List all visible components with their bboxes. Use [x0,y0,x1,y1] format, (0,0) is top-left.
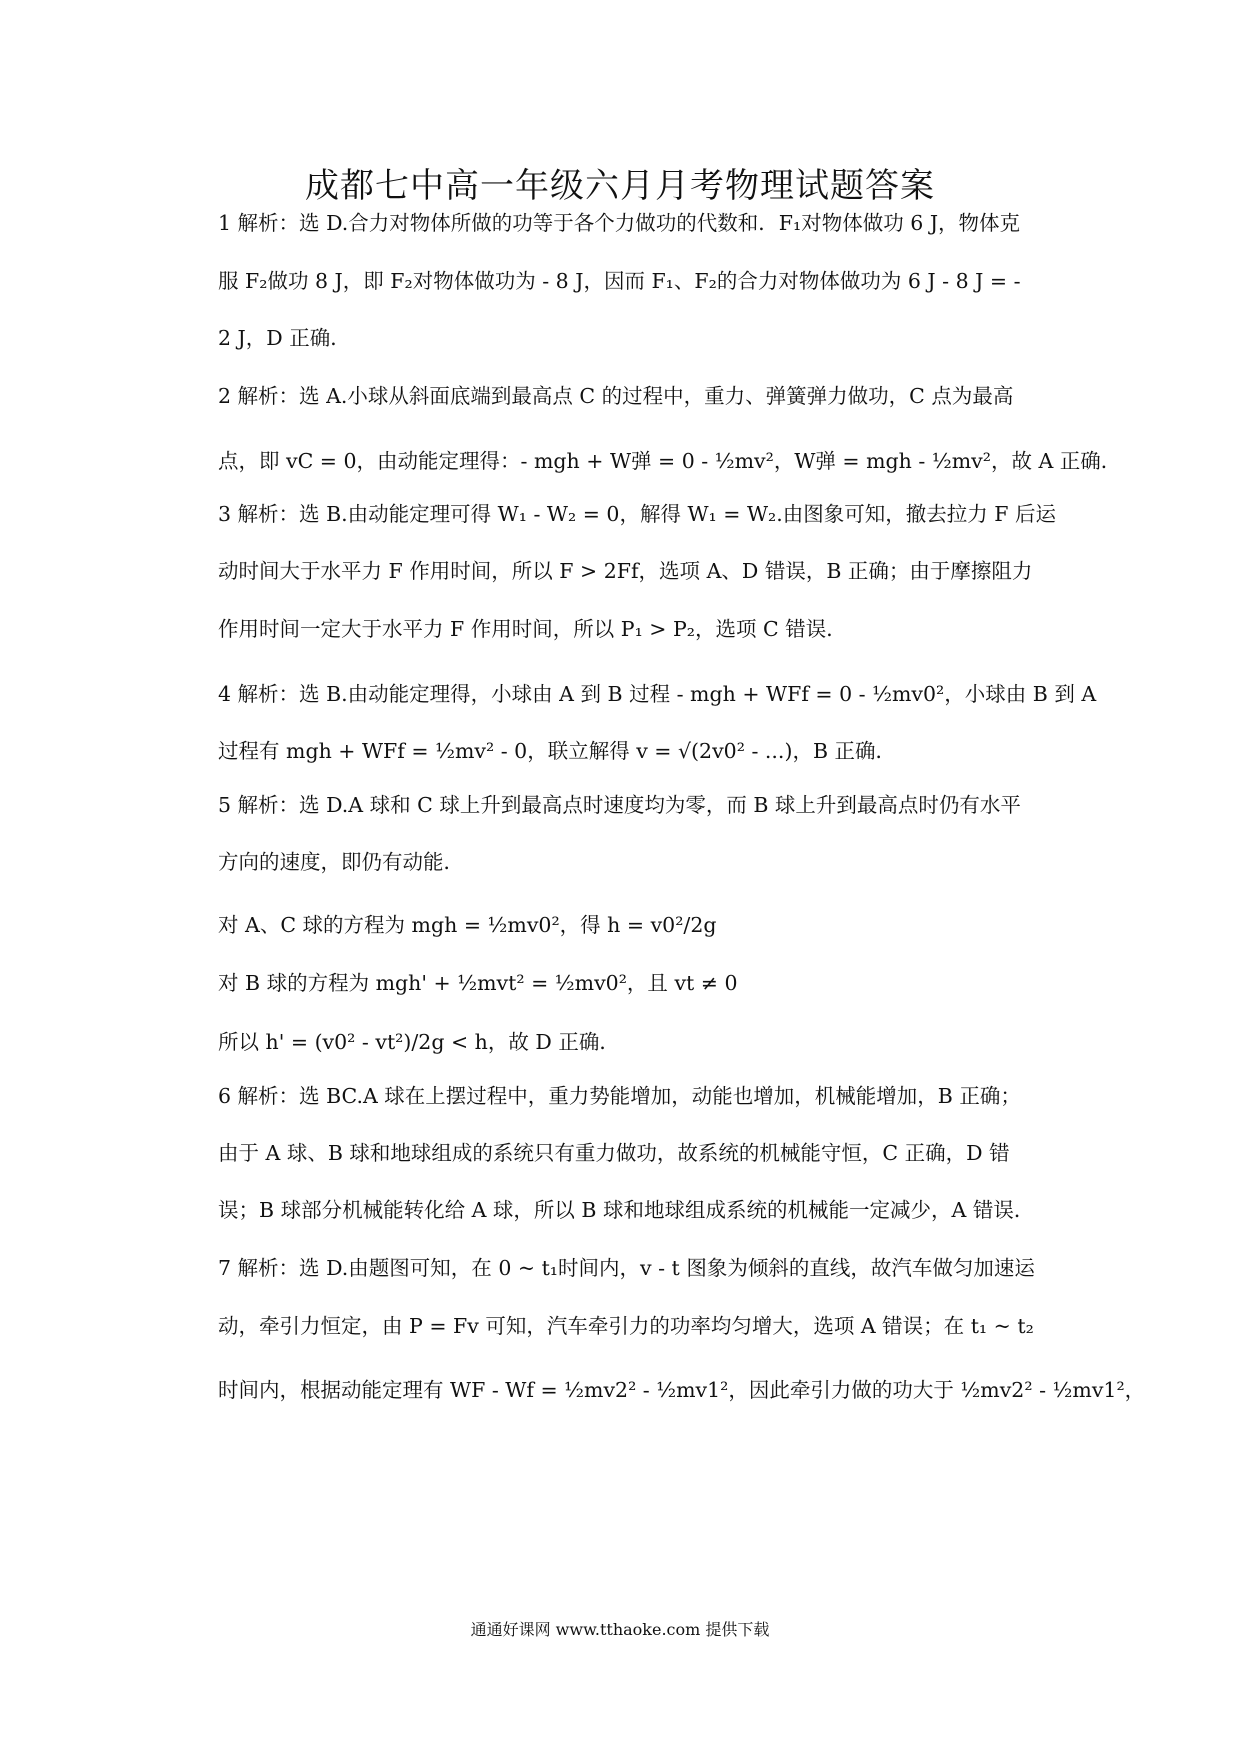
text-line: 动，牵引力恒定，由 P = Fv 可知，汽车牵引力的功率均匀增大，选项 A 错误；在 t₁ ~ t₂ [218,1314,1034,1338]
footer-text: 通通好课网 www.tthaoke.com 提供下载 [470,1620,770,1639]
text-line: 对 B 球的方程为 mgh' + ½mvt² = ½mv0²，且 vt ≠ 0 [218,971,738,995]
text-line: 动时间大于水平力 F 作用时间，所以 F > 2Ff，选项 A、D 错误，B 正确；由于摩擦阻力 [218,559,1033,583]
text-line: 作用时间一定大于水平力 F 作用时间，所以 P₁ > P₂，选项 C 错误． [218,617,847,641]
text-line: 服 F₂做功 8 J，即 F₂对物体做功为 - 8 J，因而 F₁、F₂的合力对物体做功为 6 J - 8 J = - [218,269,1021,293]
text-line: 2 解析：选 A.小球从斜面底端到最高点 C 的过程中，重力、弹簧弹力做功，C 点为最高 [218,384,1014,408]
text-line: 过程有 mgh + WFf = ½mv² - 0，联立解得 v = √(2v0² - ...)，B 正确． [218,739,897,763]
text-line: 4 解析：选 B.由动能定理得，小球由 A 到 B 过程 - mgh + WFf = 0 - ½mv0²，小球由 B 到 A [218,682,1097,706]
text-line: 6 解析：选 BC.A 球在上摆过程中，重力势能增加，动能也增加，机械能增加，B 正确； [218,1084,1021,1108]
text-line: 3 解析：选 B.由动能定理可得 W₁ - W₂ = 0，解得 W₁ = W₂.由图象可知，撤去拉力 F 后运 [218,502,1057,526]
text-line: 方向的速度，即仍有动能． [218,850,464,874]
text-line: 所以 h' = (v0² - vt²)/2g < h，故 D 正确． [218,1030,620,1054]
text-line: 1 解析：选 D.合力对物体所做的功等于各个力做功的代数和．F₁对物体做功 6 J，物体克 [218,211,1021,235]
text-line: 2 J，D 正确． [218,326,351,350]
text-line: 误；B 球部分机械能转化给 A 球，所以 B 球和地球组成系统的机械能一定减少，A 错误． [218,1198,1035,1222]
page-title: 成都七中高一年级六月月考物理试题答案 [305,166,935,206]
text-line: 7 解析：选 D.由题图可知，在 0 ~ t₁时间内，v - t 图象为倾斜的直线，故汽车做匀加速运 [218,1256,1035,1280]
text-line: 点，即 vC = 0，由动能定理得：- mgh + W弹 = 0 - ½mv²，W弹 = mgh - ½mv²，故 A 正确． [218,449,1122,473]
text-line: 对 A、C 球的方程为 mgh = ½mv0²，得 h = v0²/2g [218,913,717,937]
text-line: 时间内，根据动能定理有 WF - Wf = ½mv2² - ½mv1²，因此牵引力做的功大于 ½mv2² - ½mv1²， [218,1378,1146,1402]
text-line: 5 解析：选 D.A 球和 C 球上升到最高点时速度均为零，而 B 球上升到最高点时仍有水平 [218,793,1021,817]
text-line: 由于 A 球、B 球和地球组成的系统只有重力做功，故系统的机械能守恒，C 正确，D 错 [218,1141,1010,1165]
